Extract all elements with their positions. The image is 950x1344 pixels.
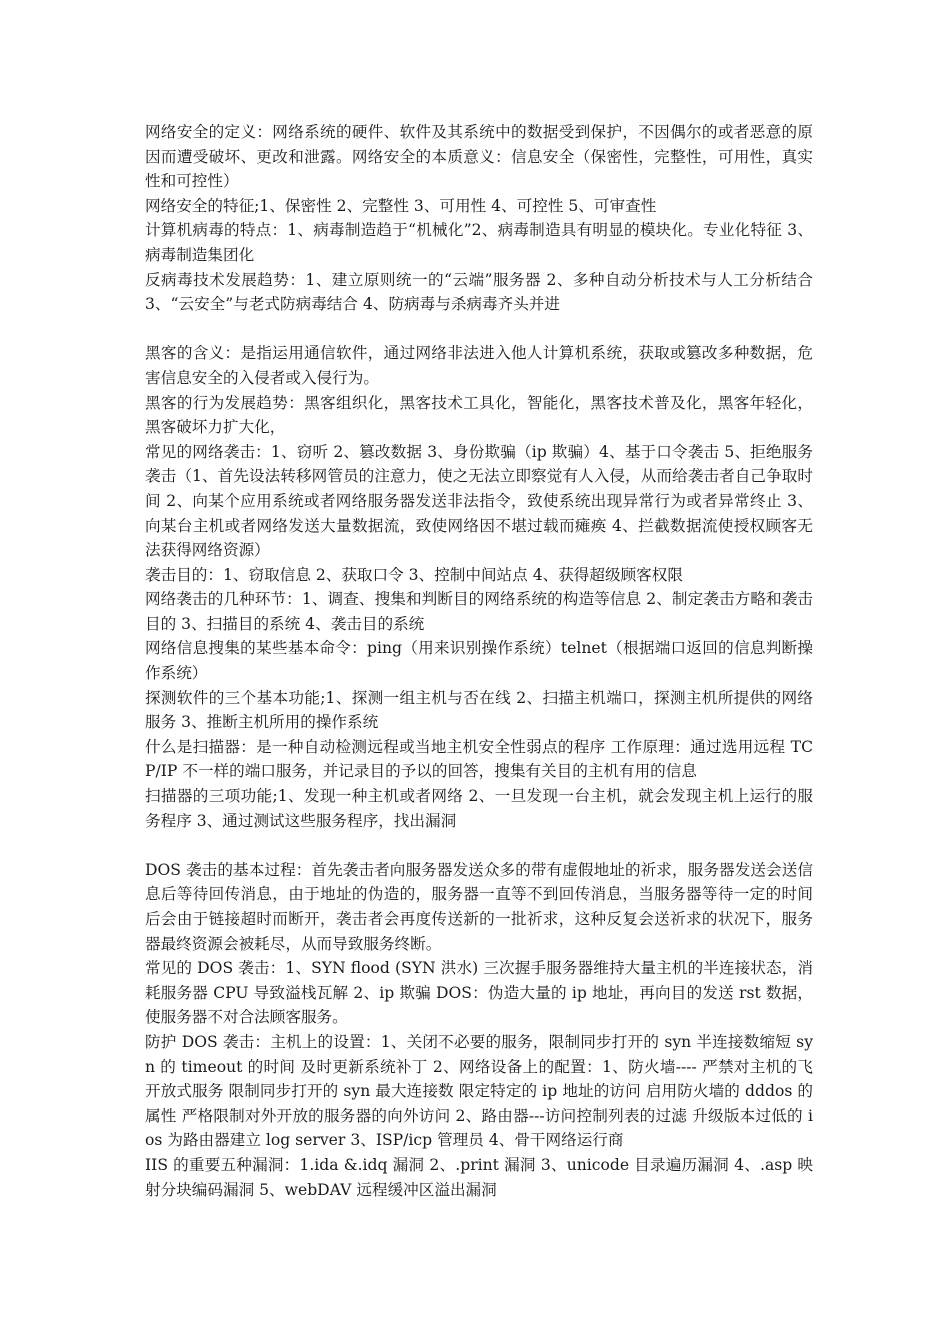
paragraph-scanner-definition: 什么是扫描器：是一种自动检测远程或当地主机安全性弱点的程序 工作原理：通过选用远程 TCP/IP 不一样的端口服务，并记录目的予以的回答，搜集有关目的主机有用的信息 — [145, 737, 813, 781]
paragraph-iis-vulnerabilities: IIS 的重要五种漏洞：1.ida &.idq 漏洞 2、.print 漏洞 3、unicode 目录遍历漏洞 4、.asp 映射分块编码漏洞 5、webDAV 远程缓冲区溢出漏洞 — [145, 1155, 813, 1199]
paragraph-network-security-definition: 网络安全的定义：网络系统的硬件、软件及其系统中的数据受到保护，不因偶尔的或者恶意的原因而遭受破坏、更改和泄露。网络安全的本质意义：信息安全（保密性，完整性，可用性，真实性和可控性） — [145, 123, 813, 191]
paragraph-dos-defense: 防护 DOS 袭击：主机上的设置：1、关闭不必要的服务，限制同步打开的 syn 半连接数缩短 syn 的 timeout 的时间 及时更新系统补丁 2、网络设备上的配置：1、防火墙---- 严禁对主机的飞开放式服务 限制同步打开的 syn 最大连接数 限定特定的 ip 地址的访问 启用防火墙的 dddos 的属性 严格限制对外开放的服务器的向外访问 2、路由器---访问控制列表的过滤 升级版本过低的 ios 为路由器建立 log server 3、ISP/icp 管理员 4、骨干网络运行商 — [145, 1032, 813, 1150]
paragraph-network-security-features: 网络安全的特征;1、保密性 2、完整性 3、可用性 4、可控性 5、可审查性 — [145, 196, 657, 215]
paragraph-scanner-functions: 扫描器的三项功能;1、发现一种主机或者网络 2、一旦发现一台主机，就会发现主机上运行的服务程序 3、通过测试这些服务程序，找出漏洞 — [145, 787, 813, 830]
paragraph-hacker-trends: 黑客的行为发展趋势：黑客组织化，黑客技术工具化，智能化，黑客技术普及化，黑客年轻化，黑客破坏力扩大化， — [145, 393, 813, 437]
paragraph-attack-steps: 网络袭击的几种环节：1、调查、搜集和判断目的网络系统的构造等信息 2、制定袭击方略和袭击目的 3、扫描目的系统 4、袭击目的系统 — [145, 590, 813, 633]
paragraph-attack-goals: 袭击目的：1、窃取信息 2、获取口令 3、控制中间站点 4、获得超级顾客权限 — [145, 565, 683, 584]
paragraph-spacer — [145, 833, 813, 858]
paragraph-info-gathering-commands: 网络信息搜集的某些基本命令：ping（用来识别操作系统）telnet（根据端口返回的信息判断操作系统） — [145, 639, 813, 683]
paragraph-probe-software-functions: 探测软件的三个基本功能;1、探测一组主机与否在线 2、扫描主机端口，探测主机所提供的网络服务 3、推断主机所用的操作系统 — [145, 688, 813, 732]
paragraph-common-dos: 常见的 DOS 袭击：1、SYN flood (SYN 洪水) 三次握手服务器维持大量主机的半连接状态，消耗服务器 CPU 导致溢栈瓦解 2、ip 欺骗 DOS：伪造大量的 ip 地址，再向目的发送 rst 数据，使服务器不对合法顾客服务。 — [145, 959, 813, 1027]
paragraph-common-attacks: 常见的网络袭击：1、窃听 2、篡改数据 3、身份欺骗（ip 欺骗）4、基于口令袭击 5、拒绝服务袭击（1、首先设法转移网管员的注意力，使之无法立即察觉有人入侵，从而给袭击者自己争取时间 2、向某个应用系统或者网络服务器发送非法指令，致使系统出现异常行为或者异常终止 3、向某台主机或者网络发送大量数据流，致使网络因不堪过载而瘫痪 4、拦截数据流使授权顾客无法获得网络资源） — [145, 442, 813, 560]
paragraph-spacer — [145, 317, 813, 342]
paragraph-virus-characteristics: 计算机病毒的特点：1、病毒制造趋于“机械化”2、病毒制造具有明显的模块化。专业化特征 3、病毒制造集团化 — [145, 221, 813, 264]
paragraph-hacker-definition: 黑客的含义：是指运用通信软件，通过网络非法进入他人计算机系统，获取或篡改多种数据，危害信息安全的入侵者或入侵行为。 — [145, 344, 813, 387]
paragraph-antivirus-trends: 反病毒技术发展趋势：1、建立原则统一的“云端”服务器 2、多种自动分析技术与人工分析结合 3、“云安全”与老式防病毒结合 4、防病毒与杀病毒齐头并进 — [145, 270, 813, 314]
paragraph-dos-process: DOS 袭击的基本过程：首先袭击者向服务器发送众多的带有虚假地址的祈求，服务器发送会送信息后等待回传消息，由于地址的伪造的，服务器一直等不到回传消息，当服务器等待一定的时间后会由于链接超时而断开，袭击者会再度传送新的一批祈求，这种反复会送祈求的状况下，服务器最终资源会被耗尽，从而导致服务终断。 — [145, 860, 813, 953]
document-body — [145, 120, 813, 1202]
